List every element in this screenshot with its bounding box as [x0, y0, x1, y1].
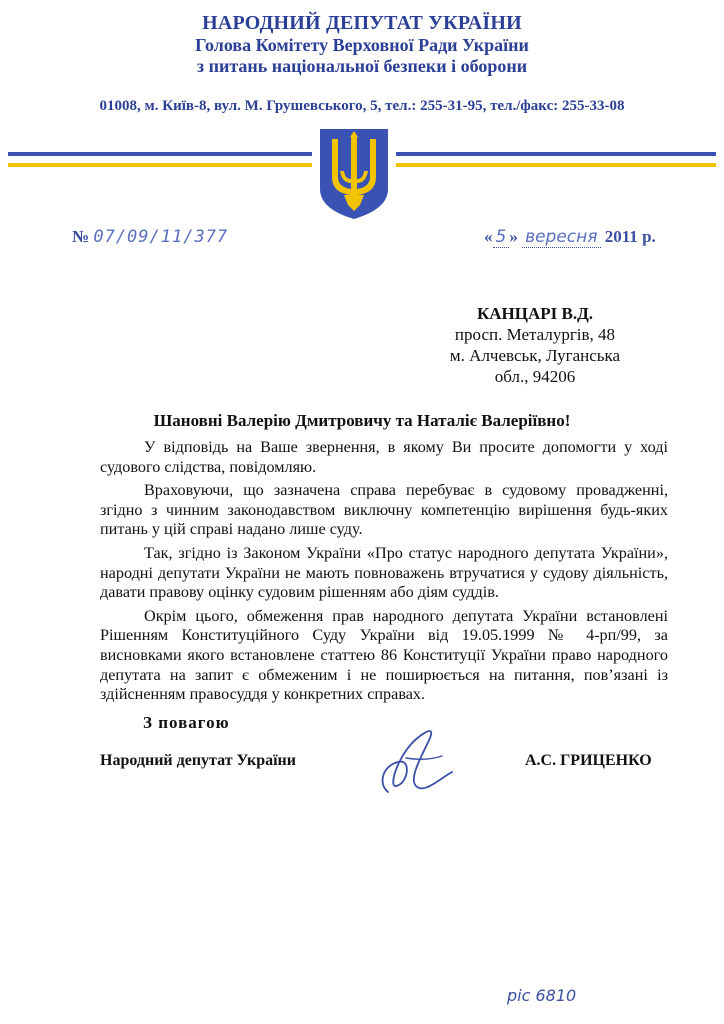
handwritten-signature — [368, 722, 460, 802]
archive-mark: pic 6810 — [507, 986, 577, 1005]
yellow-stripe-right — [396, 163, 716, 167]
date-day: 5 — [493, 227, 510, 248]
date-year: 2011 — [604, 227, 638, 246]
paragraph: Так, згідно із Законом України «Про статус народного депутата України», народні депутати України не мають повноважень втручатися у судову діяльність, давати правову оцінку судовим рішенням або діям суддів. — [100, 543, 668, 602]
letterhead-subtitle-line2: з питань національної безпеки і оборони — [196, 56, 528, 76]
registration-number — [72, 227, 228, 247]
blue-stripe-left — [8, 152, 312, 156]
closing-regards: З повагою — [143, 713, 230, 732]
letterhead-subtitle-line1: Голова Комітету Верховної Ради України — [195, 35, 529, 55]
blue-stripe-right — [396, 152, 716, 156]
number-value: 07/09/11/377 — [93, 227, 229, 247]
yellow-stripe-left — [8, 163, 312, 167]
date-suffix: р. — [642, 227, 656, 246]
signer-name: А.С. ГРИЦЕНКО — [525, 752, 652, 769]
date-month: вересня — [522, 227, 600, 248]
letterhead-address: 01008, м. Київ-8, вул. М. Грушевського, 5, тел.: 255-31-95, тел./факс: 255-33-08 — [99, 98, 625, 114]
paragraph: Враховуючи, що зазначена справа перебуває в судовому провадженні, згідно з чинним законодавством виключну компетенцію вирішення будь-яких питань у цій справі надано лише суду. — [100, 481, 668, 539]
trident-emblem-icon — [318, 127, 390, 221]
recipient-name: КАНЦАРІ В.Д. — [476, 304, 594, 323]
recipient-address-line1: просп. Металургів, 48 — [454, 325, 616, 344]
date-open-quote: « — [484, 227, 493, 246]
signer-title: Народний депутат України — [100, 752, 296, 769]
recipient-address-line2: м. Алчевськ, Луганська — [449, 346, 621, 365]
letterhead-title: НАРОДНИЙ ДЕПУТАТ УКРАЇНИ — [202, 12, 522, 34]
recipient-address-line3: обл., 94206 — [494, 367, 576, 386]
number-prefix: № — [72, 227, 90, 246]
letter-date — [484, 227, 656, 247]
paragraph: Окрім цього, обмеження прав народного депутата України встановлені Рішенням Конституційного Суду України від 19.05.1999 № 4-рп/99, за висновками якого встановлене статтею 86 Конституції України право народного депутата на запит є обмеженим і не поширюється на питання, пов’язані із здійсненням правосуддя у конкретних справах. — [100, 606, 668, 704]
salutation: Шановні Валерію Дмитровичу та Наталіє Валеріївно! — [153, 411, 571, 430]
paragraph: У відповідь на Ваше звернення, в якому Ви просите допомогти у ході судового слідства, повідомляю. — [100, 438, 668, 476]
recipient-block — [440, 303, 630, 387]
date-close-quote: » — [509, 227, 518, 246]
letter-body — [100, 438, 668, 709]
